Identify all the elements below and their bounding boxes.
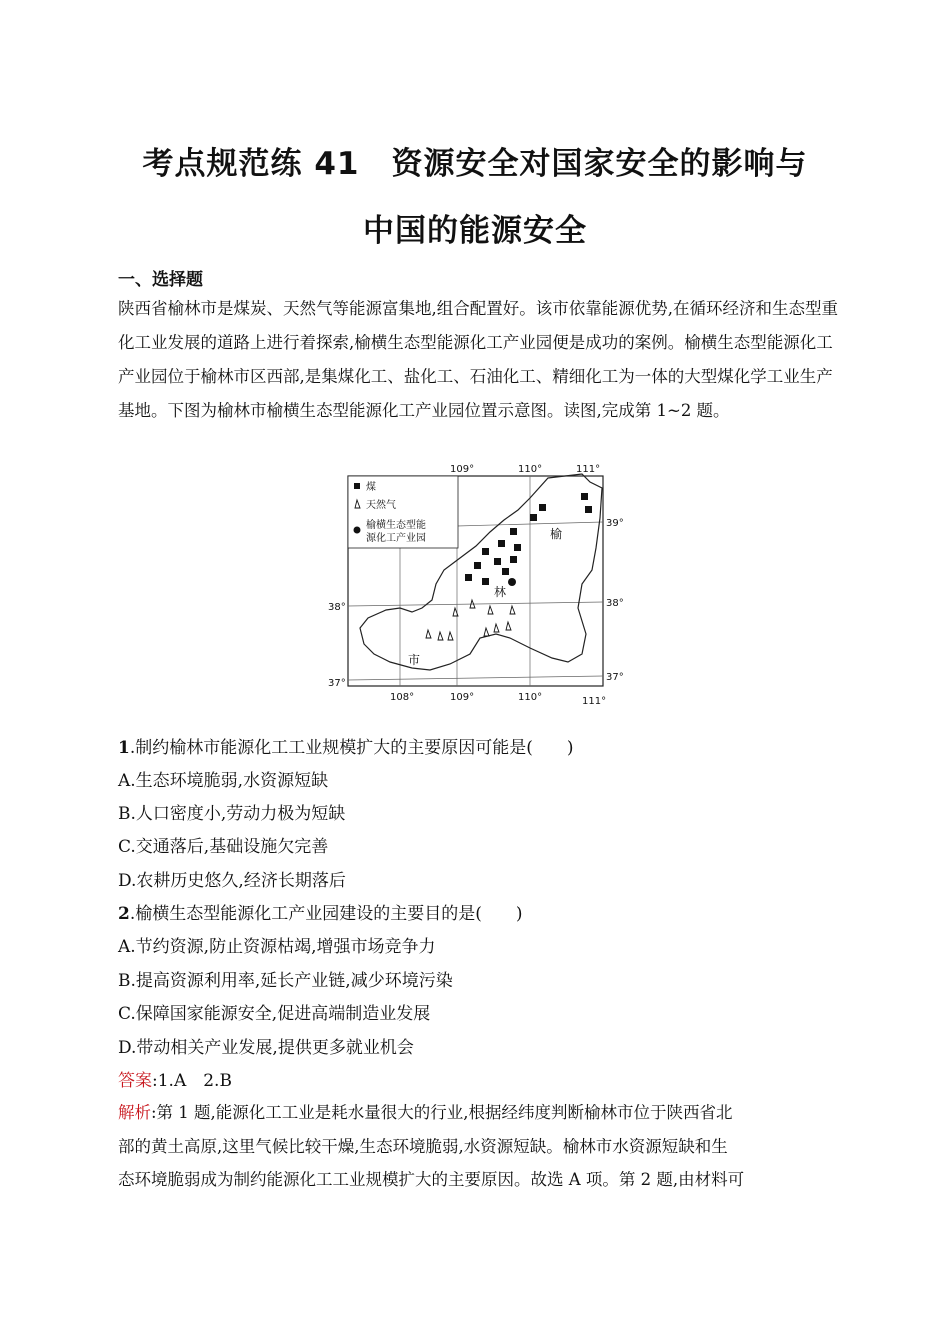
svg-text:林: 林 bbox=[494, 585, 507, 599]
svg-text:源化工产业园: 源化工产业园 bbox=[366, 533, 426, 544]
svg-text:37°: 37° bbox=[606, 672, 624, 683]
question-1-stem: 1.制约榆林市能源化工工业规模扩大的主要原因可能是( ) bbox=[118, 738, 574, 758]
svg-text:39°: 39° bbox=[606, 518, 624, 529]
svg-text:38°: 38° bbox=[606, 598, 624, 609]
q1-option-b[interactable]: B.人口密度小,劳动力极为短缺 bbox=[118, 804, 346, 824]
analysis-line-2: 部的黄土高原,这里气候比较干燥,生态环境脆弱,水资源短缺。榆林市水资源短缺和生 bbox=[118, 1137, 728, 1156]
svg-text:37°: 37° bbox=[328, 678, 346, 689]
q2-option-b[interactable]: B.提高资源利用率,延长产业链,减少环境污染 bbox=[118, 971, 453, 991]
svg-text:110°: 110° bbox=[518, 464, 543, 475]
section-heading: 一、选择题 bbox=[118, 270, 203, 290]
answer-line: 答案:1.A 2.B bbox=[118, 1071, 232, 1091]
q1-option-a[interactable]: A.生态环境脆弱,水资源短缺 bbox=[118, 771, 329, 791]
svg-text:煤: 煤 bbox=[366, 482, 376, 493]
gas-markers bbox=[426, 600, 515, 640]
q2-option-d[interactable]: D.带动相关产业发展,提供更多就业机会 bbox=[118, 1038, 414, 1058]
svg-text:38°: 38° bbox=[328, 602, 346, 613]
analysis-line-3: 态环境脆弱成为制约能源化工工业规模扩大的主要原因。故选 A 项。第 2 题,由材料可 bbox=[118, 1170, 745, 1189]
coal-markers bbox=[465, 493, 592, 585]
svg-text:111°: 111° bbox=[582, 696, 607, 707]
svg-text:榆: 榆 bbox=[550, 527, 563, 541]
page-title: 考点规范练 41 资源安全对国家安全的影响与 bbox=[142, 146, 808, 182]
page-subtitle: 中国的能源安全 bbox=[363, 213, 587, 249]
industrial-park-marker bbox=[508, 578, 516, 586]
q2-option-a[interactable]: A.节约资源,防止资源枯竭,增强市场竞争力 bbox=[118, 937, 436, 957]
q1-option-c[interactable]: C.交通落后,基础设施欠完善 bbox=[118, 837, 329, 857]
svg-text:109°: 109° bbox=[450, 692, 475, 703]
q2-option-c[interactable]: C.保障国家能源安全,促进高端制造业发展 bbox=[118, 1004, 431, 1024]
svg-text:111°: 111° bbox=[576, 464, 601, 475]
svg-text:市: 市 bbox=[408, 653, 421, 667]
svg-text:108°: 108° bbox=[390, 692, 415, 703]
svg-text:榆横生态型能: 榆横生态型能 bbox=[366, 520, 426, 531]
q1-option-d[interactable]: D.农耕历史悠久,经济长期落后 bbox=[118, 871, 346, 891]
svg-text:天然气: 天然气 bbox=[366, 500, 396, 511]
location-map bbox=[320, 458, 630, 708]
intro-paragraph: 陕西省榆林市是煤炭、天然气等能源富集地,组合配置好。该市依靠能源优势,在循环经济和生态型重化工业发展的道路上进行着探索,榆横生态型能源化工产业园便是成功的案例。榆横生态型能源化工产业园位于榆林市区西部,是集煤化工、盐化工、石油化工、精细化工为一体的大型煤化学工业生产基地。下图为榆林市榆横生态型能源化工产业园位置示意图。读图,完成第 1~2 题。 bbox=[118, 299, 838, 420]
svg-text:109°: 109° bbox=[450, 464, 475, 475]
svg-text:110°: 110° bbox=[518, 692, 543, 703]
question-2-stem: 2.榆横生态型能源化工产业园建设的主要目的是( ) bbox=[118, 904, 523, 924]
analysis-line-1: 解析:第 1 题,能源化工工业是耗水量很大的行业,根据经纬度判断榆林市位于陕西省北 bbox=[118, 1103, 733, 1122]
